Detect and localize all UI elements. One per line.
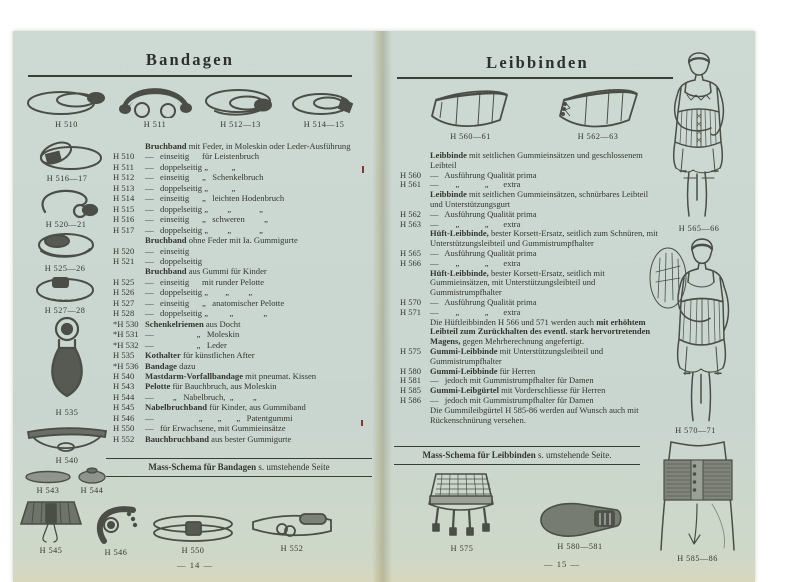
item-text: — doppelseitig bbox=[145, 255, 203, 266]
item-text: Pelotte für Bauchbruch, aus Moleskin bbox=[145, 381, 277, 392]
list-row bbox=[100, 308, 373, 318]
figure-label: H 520—21 bbox=[45, 220, 87, 229]
item-text: — „ „ extra bbox=[430, 179, 521, 190]
item-number: H 562 bbox=[400, 208, 422, 219]
item-text: — einseitig „ leichten Hodenbruch bbox=[145, 193, 285, 204]
list-row bbox=[100, 287, 373, 297]
list-heading bbox=[398, 269, 660, 298]
left-product-list bbox=[100, 141, 373, 444]
torso-belt-illustration bbox=[650, 440, 745, 552]
list-row bbox=[100, 402, 373, 412]
list-row bbox=[100, 392, 373, 402]
mens-belt-illustration bbox=[533, 498, 627, 540]
item-text: Hüft-Leibbinde, bester Korsett-Ersatz, seitlich zum Schnüren, mit Unterstützungsleibteil und Gummistrumpfhalter bbox=[430, 228, 660, 249]
list-heading bbox=[100, 235, 373, 245]
figure-label: H 585—86 bbox=[677, 554, 718, 563]
list-row bbox=[100, 225, 373, 235]
item-text: Nabelbruchband für Kinder, aus Gummiband bbox=[145, 402, 306, 413]
list-row bbox=[100, 277, 373, 287]
figure-label: H 543 bbox=[36, 486, 60, 495]
item-text: — jedoch mit Gummistrumpfhalter für Damen bbox=[430, 394, 594, 405]
list-row bbox=[100, 183, 373, 193]
figure-label: H 575 bbox=[450, 544, 474, 553]
product-figure-h545 bbox=[20, 498, 82, 555]
right-mass-schema-note bbox=[394, 446, 640, 465]
figure-label: H 552 bbox=[280, 544, 304, 553]
item-text: — doppelseitig „ „ bbox=[145, 161, 236, 172]
product-figure-h560 bbox=[428, 88, 513, 141]
item-text: Gummi-Leibbinde für Herren bbox=[430, 365, 536, 376]
item-number: H 513 bbox=[113, 182, 135, 193]
figure-label: H 560—61 bbox=[450, 132, 491, 141]
list-row bbox=[100, 298, 373, 308]
right-product-list bbox=[398, 151, 660, 425]
left-mass-schema-note bbox=[106, 458, 372, 477]
mass-schema-bold-text: Mass-Schema für Bandagen bbox=[148, 462, 257, 472]
item-text: Bruchband mit Feder, in Moleskin oder Leder-Ausführung bbox=[145, 141, 351, 151]
product-figure-h540 bbox=[24, 424, 110, 465]
item-number: H 544 bbox=[113, 391, 135, 402]
truss-double-illustration bbox=[116, 82, 194, 118]
list-row bbox=[100, 162, 373, 172]
list-heading bbox=[398, 229, 660, 249]
product-figure-h514 bbox=[290, 90, 358, 129]
item-number: H 552 bbox=[113, 433, 135, 444]
item-number: H 585 bbox=[400, 385, 422, 396]
figure-label: H 580—581 bbox=[557, 542, 603, 551]
item-number: H 581 bbox=[400, 375, 422, 386]
item-number: H 550 bbox=[113, 423, 135, 434]
item-text: Die Gummileibgürtel H 585-86 werden auf Wunsch auch mit Rückenschnürung versehen. bbox=[430, 404, 641, 425]
list-row bbox=[100, 214, 373, 224]
item-text: — „ „ extra bbox=[430, 306, 521, 317]
woman-corset-detail-illustration bbox=[648, 236, 743, 424]
item-text: Schenkelriemen aus Docht bbox=[145, 318, 241, 329]
figure-label: H 527—28 bbox=[44, 306, 86, 315]
figure-label: H 516—17 bbox=[46, 174, 88, 183]
truss-single-illustration bbox=[203, 86, 278, 118]
woman-corset-illustration bbox=[653, 52, 745, 222]
list-row bbox=[100, 319, 373, 329]
item-number: H 516 bbox=[113, 214, 135, 225]
list-row bbox=[100, 371, 373, 381]
pad-knob-illustration bbox=[78, 466, 106, 484]
item-text: — Ausführung Qualität prima bbox=[430, 208, 537, 219]
item-text: — einseitig „ Schenkelbruch bbox=[145, 172, 264, 183]
item-text: Gummi-Leibbinde mit Unterstützungsleibteil und Gummistrumpfhalter bbox=[430, 345, 606, 366]
list-heading bbox=[398, 151, 660, 171]
item-text: Bruchband ohne Feder mit Ia. Gummigurte bbox=[145, 235, 298, 246]
product-figure-h552 bbox=[248, 510, 336, 553]
item-number: *H 531 bbox=[113, 329, 139, 340]
item-number: H 521 bbox=[113, 255, 135, 266]
item-number: H 570 bbox=[400, 296, 422, 307]
product-figure-h562 bbox=[553, 86, 643, 141]
model-figure-h585 bbox=[650, 440, 745, 563]
product-figure-h535 bbox=[46, 316, 88, 417]
list-row bbox=[100, 434, 373, 444]
item-number: *H 536 bbox=[113, 360, 139, 371]
item-text: — „ Nabelbruch, „ „ bbox=[145, 391, 257, 402]
item-text: — Ausführung Qualität prima bbox=[430, 296, 537, 307]
right-title-rule bbox=[397, 77, 673, 79]
truss-single-illustration bbox=[24, 86, 109, 118]
list-row bbox=[100, 193, 373, 203]
list-row bbox=[100, 340, 373, 350]
truss-hook-illustration bbox=[32, 186, 100, 218]
figure-label: H 512—13 bbox=[220, 120, 261, 129]
figure-label: H 565—66 bbox=[678, 224, 720, 233]
figure-label: H 514—15 bbox=[303, 120, 345, 129]
product-figure-h525 bbox=[34, 230, 96, 273]
list-row bbox=[100, 204, 373, 214]
item-number: H 515 bbox=[113, 203, 135, 214]
item-text: Hüft-Leibbinde, bester Korsett-Ersatz, seitlich mit Gummieinsätzen, mit Unterstützungsleibteil und Gummistrumpfhalter bbox=[430, 267, 607, 298]
list-row bbox=[100, 172, 373, 182]
child-corset-illustration bbox=[20, 498, 82, 544]
truss-single-illustration bbox=[290, 90, 358, 118]
truss-buckle-illustration bbox=[32, 274, 98, 304]
list-note bbox=[398, 406, 660, 426]
model-figure-h565 bbox=[653, 52, 745, 233]
mass-schema-bold-text: Mass-Schema für Leibbinden bbox=[422, 450, 536, 460]
item-number: H 575 bbox=[400, 345, 422, 356]
product-figure-h580 bbox=[533, 498, 627, 551]
right-page-title: Leibbinden bbox=[486, 53, 589, 72]
product-figure-h546 bbox=[88, 504, 144, 557]
list-row bbox=[100, 256, 373, 266]
item-text: — doppelseitig „ „ bbox=[145, 182, 236, 193]
item-number: H 565 bbox=[400, 247, 422, 258]
binder-illustration bbox=[428, 88, 513, 130]
belt-buckle-illustration bbox=[248, 510, 336, 542]
product-figure-h575 bbox=[424, 470, 500, 553]
figure-label: H 550 bbox=[181, 546, 205, 555]
item-text: Bauchbruchband aus bester Gummigurte bbox=[145, 433, 292, 444]
band-strap-illustration bbox=[24, 424, 110, 454]
item-number: H 543 bbox=[113, 381, 135, 392]
item-number: H 512 bbox=[113, 172, 135, 183]
figure-label: H 544 bbox=[80, 486, 104, 495]
list-row bbox=[100, 350, 373, 360]
item-text: — einseitig bbox=[145, 245, 190, 256]
item-text: Gummi-Leibgürtel mit Vorderschliesse für Herren bbox=[430, 385, 606, 396]
item-number: H 525 bbox=[113, 276, 135, 287]
corset-garters-illustration bbox=[424, 470, 500, 542]
item-text: Die Hüftleibbinden H 566 und 571 werden auch mit erhöhtem Leibteil zum Zurückhalten des eventl. stark hervortretenden Magens, gegen Mehrberechnung angefertigt. bbox=[430, 316, 653, 347]
item-number: H 511 bbox=[113, 161, 134, 172]
item-number: H 528 bbox=[113, 308, 135, 319]
page-gutter-shadow bbox=[372, 31, 392, 582]
item-text: — einseitig „ anatomischer Pelotte bbox=[145, 297, 285, 308]
pad-illustration bbox=[24, 470, 72, 484]
item-number: H 566 bbox=[400, 257, 422, 268]
item-number: H 510 bbox=[113, 151, 135, 162]
item-text: — doppelseitig „ „ „ bbox=[145, 224, 263, 235]
figure-label: H 535 bbox=[55, 408, 79, 417]
item-number: H 535 bbox=[113, 350, 135, 361]
item-text: Mastdarm-Vorfallbandage mit pneumat. Kissen bbox=[145, 370, 317, 381]
figure-label: H 562—63 bbox=[577, 132, 619, 141]
item-number: H 563 bbox=[400, 218, 422, 229]
item-number: H 540 bbox=[113, 370, 135, 381]
item-text: Bruchband aus Gummi für Kinder bbox=[145, 266, 267, 277]
item-text: — einseitig „ schweren „ bbox=[145, 214, 268, 225]
product-figure-h520 bbox=[32, 186, 100, 229]
list-note bbox=[398, 318, 660, 347]
figure-label: H 511 bbox=[143, 120, 167, 129]
list-row bbox=[100, 151, 373, 161]
item-number: H 520 bbox=[113, 245, 135, 256]
model-figure-h570 bbox=[648, 236, 743, 435]
item-text: — für Erwachsene, mit Gummieinsätze bbox=[145, 423, 286, 434]
item-text: — Ausführung Qualität prima bbox=[430, 247, 537, 258]
item-number: H 526 bbox=[113, 287, 135, 298]
left-page-title: Bandagen bbox=[145, 50, 235, 69]
list-row bbox=[100, 423, 373, 433]
c-band-illustration bbox=[88, 504, 144, 546]
item-text: — doppelseitig „ „ „ bbox=[145, 287, 253, 298]
item-number: H 580 bbox=[400, 365, 422, 376]
list-row bbox=[100, 361, 373, 371]
item-number: H 560 bbox=[400, 169, 422, 180]
laced-binder-illustration bbox=[553, 86, 643, 130]
right-page-number: — 15 — bbox=[543, 559, 581, 569]
list-row bbox=[398, 347, 660, 367]
item-number: H 586 bbox=[400, 394, 422, 405]
item-text: — „ Leder bbox=[145, 339, 227, 350]
left-title-rule bbox=[28, 75, 352, 77]
item-text: — doppelseitig „ „ „ bbox=[145, 308, 268, 319]
item-number: H 514 bbox=[113, 193, 135, 204]
item-text: Kothalter für künstlichen After bbox=[145, 350, 255, 361]
item-number: H 561 bbox=[400, 179, 422, 190]
list-row bbox=[100, 381, 373, 391]
item-text: Leibbinde mit seitlichen Gummieinsätzen und geschlossenem Leibteil bbox=[430, 150, 645, 170]
list-heading bbox=[398, 190, 660, 210]
mass-schema-rest-text: s. umstehende Seite. bbox=[535, 450, 612, 460]
double-ring-belt-illustration bbox=[150, 512, 236, 544]
item-number: *H 532 bbox=[113, 339, 139, 350]
list-heading bbox=[100, 266, 373, 276]
figure-label: H 525—26 bbox=[44, 264, 86, 273]
item-number: H 571 bbox=[400, 306, 422, 317]
figure-label: H 570—71 bbox=[675, 426, 716, 435]
item-text: — doppelseitig „ „ „ bbox=[145, 203, 263, 214]
item-text: — einseitig für Leistenbruch bbox=[145, 151, 260, 162]
item-text: — jedoch mit Gummistrumpfhalter für Damen bbox=[430, 375, 594, 386]
pouch-illustration bbox=[46, 316, 88, 406]
list-row bbox=[100, 246, 373, 256]
list-heading bbox=[100, 141, 373, 151]
figure-label: H 546 bbox=[104, 548, 128, 557]
item-number: *H 530 bbox=[113, 318, 139, 329]
item-number: H 545 bbox=[113, 402, 135, 413]
item-text: — „ „ extra bbox=[430, 257, 521, 268]
figure-label: H 510 bbox=[55, 120, 78, 129]
product-figure-h544 bbox=[78, 466, 106, 495]
item-text: Bandage dazu bbox=[145, 360, 196, 371]
truss-tangle-illustration bbox=[30, 140, 104, 172]
item-text: — „ Moleskin bbox=[145, 329, 240, 340]
item-number: H 546 bbox=[113, 412, 135, 423]
item-number: H 527 bbox=[113, 297, 135, 308]
figure-label: H 545 bbox=[39, 546, 63, 555]
product-figure-h527 bbox=[32, 274, 98, 315]
product-figure-h550 bbox=[150, 512, 236, 555]
item-text: — Ausführung Qualität prima bbox=[430, 169, 537, 180]
list-row bbox=[100, 413, 373, 423]
product-figure-h543 bbox=[24, 470, 72, 495]
product-figure-h511 bbox=[116, 82, 194, 129]
list-row bbox=[100, 329, 373, 339]
item-text: — einseitig mit runder Pelotte bbox=[145, 276, 265, 287]
left-page-number: — 14 — bbox=[176, 560, 214, 570]
product-figure-h510 bbox=[24, 86, 109, 129]
mass-schema-rest-text: s. umstehende Seite bbox=[256, 462, 330, 472]
product-figure-h516 bbox=[30, 140, 104, 183]
figure-label: H 540 bbox=[55, 456, 79, 465]
product-figure-h512 bbox=[203, 86, 278, 129]
item-number: H 517 bbox=[113, 224, 135, 235]
item-text: — „ „ extra bbox=[430, 218, 521, 229]
item-text: — „ „ „ Patentgummi bbox=[145, 412, 293, 423]
child-truss-illustration bbox=[34, 230, 96, 262]
item-text: Leibbinde mit seitlichen Gummieinsätzen, schnürbares Leibteil und Unterstützungsgurt bbox=[430, 189, 651, 209]
